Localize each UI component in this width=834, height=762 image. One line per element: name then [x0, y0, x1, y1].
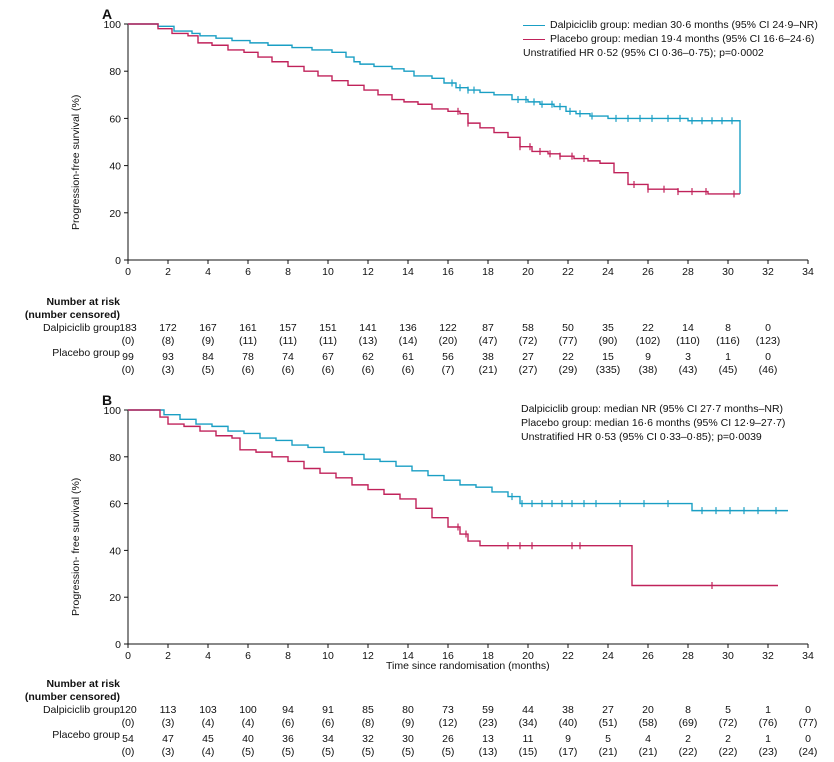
svg-text:14: 14: [402, 650, 414, 662]
risk-value-placebo: 38: [482, 351, 494, 363]
risk-value-dalpiciclib: 161: [239, 322, 257, 334]
risk-censored-placebo: (7): [441, 364, 455, 376]
svg-text:20: 20: [522, 650, 534, 662]
svg-text:0: 0: [115, 639, 121, 651]
risk-value-dalpiciclib: 27: [602, 704, 614, 716]
svg-text:6: 6: [245, 266, 251, 278]
risk-censored-placebo: (13): [478, 746, 498, 758]
legend-label-placebo: Placebo group: median 19·4 months (95% CI 16·6–24·6): [550, 33, 815, 45]
panel-b-plot: [86, 396, 826, 666]
risk-censored-placebo: (5): [281, 746, 295, 758]
risk-censored-placebo: (5): [361, 746, 375, 758]
risk-censored-placebo: (6): [241, 364, 255, 376]
risk-value-placebo: 22: [562, 351, 574, 363]
risk-censored-placebo: (335): [595, 364, 621, 376]
risk-row-label-placebo: Placebo group: [52, 346, 120, 359]
risk-value-placebo: 2: [685, 733, 691, 745]
risk-value-dalpiciclib: 44: [522, 704, 534, 716]
svg-text:8: 8: [285, 266, 291, 278]
svg-text:32: 32: [762, 650, 774, 662]
svg-text:0: 0: [115, 255, 121, 267]
risk-censored-dalpiciclib: (77): [798, 717, 818, 729]
risk-value-placebo: 32: [362, 733, 374, 745]
risk-censored-dalpiciclib: (6): [321, 717, 335, 729]
risk-value-placebo: 0: [805, 733, 811, 745]
svg-text:26: 26: [642, 266, 654, 278]
risk-value-placebo: 26: [442, 733, 454, 745]
risk-censored-dalpiciclib: (6): [281, 717, 295, 729]
svg-text:32: 32: [762, 266, 774, 278]
risk-censored-dalpiciclib: (76): [758, 717, 778, 729]
svg-text:40: 40: [109, 160, 121, 173]
risk-censored-dalpiciclib: (58): [638, 717, 658, 729]
risk-censored-placebo: (27): [518, 364, 538, 376]
risk-censored-dalpiciclib: (102): [635, 335, 661, 347]
risk-value-dalpiciclib: 1: [765, 704, 771, 716]
panel-b-x-axis-title: Time since randomisation (months): [386, 660, 550, 672]
risk-value-placebo: 34: [322, 733, 334, 745]
risk-value-placebo: 78: [242, 351, 254, 363]
svg-text:16: 16: [442, 266, 454, 278]
svg-text:100: 100: [103, 19, 121, 31]
risk-censored-dalpiciclib: (3): [161, 717, 175, 729]
risk-censored-dalpiciclib: (11): [239, 335, 257, 347]
risk-value-dalpiciclib: 172: [159, 322, 177, 334]
risk-censored-placebo: (22): [678, 746, 698, 758]
risk-value-placebo: 62: [362, 351, 374, 363]
risk-value-dalpiciclib: 5: [725, 704, 731, 716]
legend-label-hr: Unstratified HR 0·53 (95% CI 0·33–0·85); p=0·0039: [521, 431, 762, 443]
risk-value-placebo: 61: [402, 351, 414, 363]
risk-censored-placebo: (0): [121, 746, 135, 758]
svg-text:28: 28: [682, 650, 694, 662]
risk-value-dalpiciclib: 20: [642, 704, 654, 716]
risk-value-placebo: 47: [162, 733, 174, 745]
legend-label-dalpiciclib: Dalpiciclib group: median 30·6 months (95% CI 24·9–NR): [550, 19, 818, 31]
risk-title-line2: (number censored): [24, 308, 120, 321]
risk-value-dalpiciclib: 151: [319, 322, 337, 334]
risk-value-dalpiciclib: 113: [159, 704, 177, 716]
svg-text:30: 30: [722, 650, 734, 662]
risk-censored-placebo: (21): [638, 746, 658, 758]
svg-text:12: 12: [362, 650, 374, 662]
risk-censored-placebo: (43): [678, 364, 698, 376]
risk-value-dalpiciclib: 94: [282, 704, 294, 716]
risk-value-placebo: 56: [442, 351, 454, 363]
svg-text:100: 100: [103, 405, 121, 417]
svg-text:24: 24: [602, 266, 614, 278]
risk-censored-dalpiciclib: (4): [241, 717, 255, 729]
risk-censored-dalpiciclib: (72): [518, 335, 538, 347]
risk-value-dalpiciclib: 73: [442, 704, 454, 716]
risk-row-label-placebo: Placebo group: [52, 728, 120, 741]
risk-censored-dalpiciclib: (0): [121, 335, 135, 347]
panel-b-y-axis-title: Progression- free survival (%): [70, 477, 82, 616]
risk-censored-dalpiciclib: (4): [201, 717, 215, 729]
risk-censored-dalpiciclib: (116): [716, 335, 740, 347]
svg-text:20: 20: [109, 592, 121, 605]
risk-censored-placebo: (6): [361, 364, 375, 376]
svg-text:10: 10: [322, 266, 334, 278]
risk-censored-dalpiciclib: (8): [361, 717, 375, 729]
panel-a-risk-table: [0, 296, 834, 376]
risk-value-dalpiciclib: 35: [602, 322, 614, 334]
risk-censored-dalpiciclib: (40): [558, 717, 578, 729]
risk-censored-placebo: (45): [718, 364, 738, 376]
risk-value-dalpiciclib: 0: [805, 704, 811, 716]
svg-text:6: 6: [245, 650, 251, 662]
svg-text:26: 26: [642, 650, 654, 662]
risk-value-dalpiciclib: 38: [562, 704, 574, 716]
panel-b-risk-table: [0, 678, 834, 758]
risk-censored-placebo: (4): [201, 746, 215, 758]
risk-censored-placebo: (23): [758, 746, 778, 758]
svg-text:80: 80: [109, 451, 121, 464]
legend-label-placebo: Placebo group: median 16·6 months (95% CI 12·9–27·7): [521, 417, 786, 429]
risk-censored-dalpiciclib: (8): [161, 335, 175, 347]
risk-value-placebo: 40: [242, 733, 254, 745]
risk-value-dalpiciclib: 50: [562, 322, 574, 334]
risk-censored-placebo: (3): [161, 364, 175, 376]
risk-title-line1: Number at risk: [46, 678, 120, 690]
svg-text:2: 2: [165, 266, 171, 278]
svg-text:0: 0: [125, 650, 131, 662]
legend-label-hr: Unstratified HR 0·52 (95% CI 0·36–0·75); p=0·0002: [523, 47, 764, 59]
risk-censored-placebo: (6): [401, 364, 415, 376]
svg-text:34: 34: [802, 266, 814, 278]
risk-value-dalpiciclib: 91: [322, 704, 334, 716]
risk-value-dalpiciclib: 100: [239, 704, 257, 716]
risk-censored-placebo: (15): [518, 746, 538, 758]
svg-text:40: 40: [109, 545, 121, 558]
svg-text:4: 4: [205, 650, 211, 662]
risk-censored-placebo: (5): [441, 746, 455, 758]
risk-value-placebo: 84: [202, 351, 214, 363]
legend-label-dalpiciclib: Dalpiciclib group: median NR (95% CI 27·7 months–NR): [521, 403, 784, 415]
risk-value-dalpiciclib: 80: [402, 704, 414, 716]
risk-value-dalpiciclib: 58: [522, 322, 534, 334]
svg-text:60: 60: [109, 113, 121, 126]
risk-title-line1: Number at risk: [46, 296, 120, 308]
risk-value-dalpiciclib: 14: [682, 322, 694, 334]
risk-censored-placebo: (5): [321, 746, 335, 758]
svg-text:10: 10: [322, 650, 334, 662]
risk-value-dalpiciclib: 8: [685, 704, 691, 716]
risk-censored-dalpiciclib: (14): [398, 335, 418, 347]
risk-censored-dalpiciclib: (69): [678, 717, 698, 729]
risk-censored-dalpiciclib: (47): [478, 335, 498, 347]
risk-censored-placebo: (38): [638, 364, 658, 376]
svg-text:2: 2: [165, 650, 171, 662]
risk-value-placebo: 99: [122, 351, 134, 363]
risk-censored-dalpiciclib: (13): [358, 335, 378, 347]
risk-censored-placebo: (5): [201, 364, 215, 376]
risk-value-dalpiciclib: 167: [199, 322, 217, 334]
svg-text:60: 60: [109, 498, 121, 511]
risk-value-placebo: 27: [522, 351, 534, 363]
risk-value-placebo: 2: [725, 733, 731, 745]
risk-value-dalpiciclib: 0: [765, 322, 771, 334]
svg-text:16: 16: [442, 650, 454, 662]
panel-b-letter: B: [102, 392, 113, 408]
risk-value-dalpiciclib: 120: [119, 704, 137, 716]
risk-value-placebo: 15: [602, 351, 614, 363]
risk-value-dalpiciclib: 59: [482, 704, 494, 716]
risk-censored-dalpiciclib: (11): [319, 335, 337, 347]
risk-value-placebo: 74: [282, 351, 294, 363]
risk-value-dalpiciclib: 157: [279, 322, 297, 334]
svg-text:14: 14: [402, 266, 414, 278]
svg-text:12: 12: [362, 266, 374, 278]
svg-text:30: 30: [722, 266, 734, 278]
svg-text:18: 18: [482, 266, 494, 278]
risk-value-dalpiciclib: 136: [399, 322, 417, 334]
risk-censored-dalpiciclib: (20): [438, 335, 458, 347]
risk-censored-dalpiciclib: (0): [121, 717, 135, 729]
svg-text:4: 4: [205, 266, 211, 278]
risk-censored-dalpiciclib: (34): [518, 717, 538, 729]
risk-value-placebo: 13: [482, 733, 494, 745]
svg-text:0: 0: [125, 266, 131, 278]
svg-text:22: 22: [562, 266, 574, 278]
risk-censored-placebo: (6): [321, 364, 335, 376]
risk-censored-placebo: (5): [241, 746, 255, 758]
risk-censored-placebo: (5): [401, 746, 415, 758]
risk-censored-dalpiciclib: (90): [598, 335, 618, 347]
risk-value-dalpiciclib: 183: [119, 322, 137, 334]
risk-value-placebo: 67: [322, 351, 334, 363]
risk-censored-dalpiciclib: (123): [755, 335, 781, 347]
risk-value-dalpiciclib: 22: [642, 322, 654, 334]
risk-value-placebo: 11: [522, 733, 534, 745]
risk-value-dalpiciclib: 122: [439, 322, 457, 334]
risk-value-dalpiciclib: 141: [359, 322, 377, 334]
risk-value-placebo: 9: [645, 351, 651, 363]
risk-censored-placebo: (6): [281, 364, 295, 376]
risk-censored-dalpiciclib: (9): [201, 335, 215, 347]
svg-text:22: 22: [562, 650, 574, 662]
risk-censored-placebo: (24): [798, 746, 818, 758]
svg-text:20: 20: [522, 266, 534, 278]
risk-censored-placebo: (0): [121, 364, 135, 376]
risk-censored-dalpiciclib: (110): [676, 335, 700, 347]
risk-title-line2: (number censored): [24, 690, 120, 703]
risk-censored-dalpiciclib: (12): [438, 717, 458, 729]
panel-a-y-axis-title: Progression-free survival (%): [70, 94, 82, 230]
panel-a-plot: [86, 10, 826, 285]
svg-text:20: 20: [109, 207, 121, 220]
risk-value-placebo: 4: [645, 733, 651, 745]
risk-value-placebo: 93: [162, 351, 174, 363]
risk-value-placebo: 9: [565, 733, 571, 745]
svg-text:34: 34: [802, 650, 814, 662]
risk-value-dalpiciclib: 8: [725, 322, 731, 334]
risk-censored-placebo: (3): [161, 746, 175, 758]
risk-value-placebo: 5: [605, 733, 611, 745]
panel-b: [0, 388, 834, 762]
svg-text:28: 28: [682, 266, 694, 278]
risk-censored-dalpiciclib: (9): [401, 717, 415, 729]
risk-value-placebo: 3: [685, 351, 691, 363]
risk-value-placebo: 1: [725, 351, 731, 363]
svg-text:8: 8: [285, 650, 291, 662]
risk-value-placebo: 54: [122, 733, 134, 745]
risk-censored-placebo: (21): [598, 746, 618, 758]
risk-row-label-dalpiciclib: Dalpiciclib group: [42, 704, 120, 716]
risk-censored-placebo: (46): [758, 364, 778, 376]
risk-censored-dalpiciclib: (23): [478, 717, 498, 729]
risk-value-dalpiciclib: 85: [362, 704, 374, 716]
risk-value-placebo: 1: [765, 733, 771, 745]
risk-value-placebo: 30: [402, 733, 414, 745]
risk-value-placebo: 45: [202, 733, 214, 745]
svg-text:24: 24: [602, 650, 614, 662]
risk-censored-dalpiciclib: (51): [598, 717, 618, 729]
svg-text:18: 18: [482, 650, 494, 662]
risk-censored-placebo: (29): [558, 364, 578, 376]
risk-value-dalpiciclib: 103: [199, 704, 217, 716]
risk-censored-dalpiciclib: (77): [558, 335, 578, 347]
panel-a-letter: A: [102, 6, 113, 22]
svg-text:80: 80: [109, 66, 121, 79]
risk-censored-dalpiciclib: (11): [279, 335, 297, 347]
risk-censored-placebo: (17): [558, 746, 578, 758]
risk-value-placebo: 36: [282, 733, 294, 745]
risk-censored-placebo: (21): [478, 364, 498, 376]
risk-value-placebo: 0: [765, 351, 771, 363]
risk-value-dalpiciclib: 87: [482, 322, 494, 334]
risk-censored-placebo: (22): [718, 746, 738, 758]
risk-censored-dalpiciclib: (72): [718, 717, 738, 729]
risk-row-label-dalpiciclib: Dalpiciclib group: [42, 322, 120, 334]
